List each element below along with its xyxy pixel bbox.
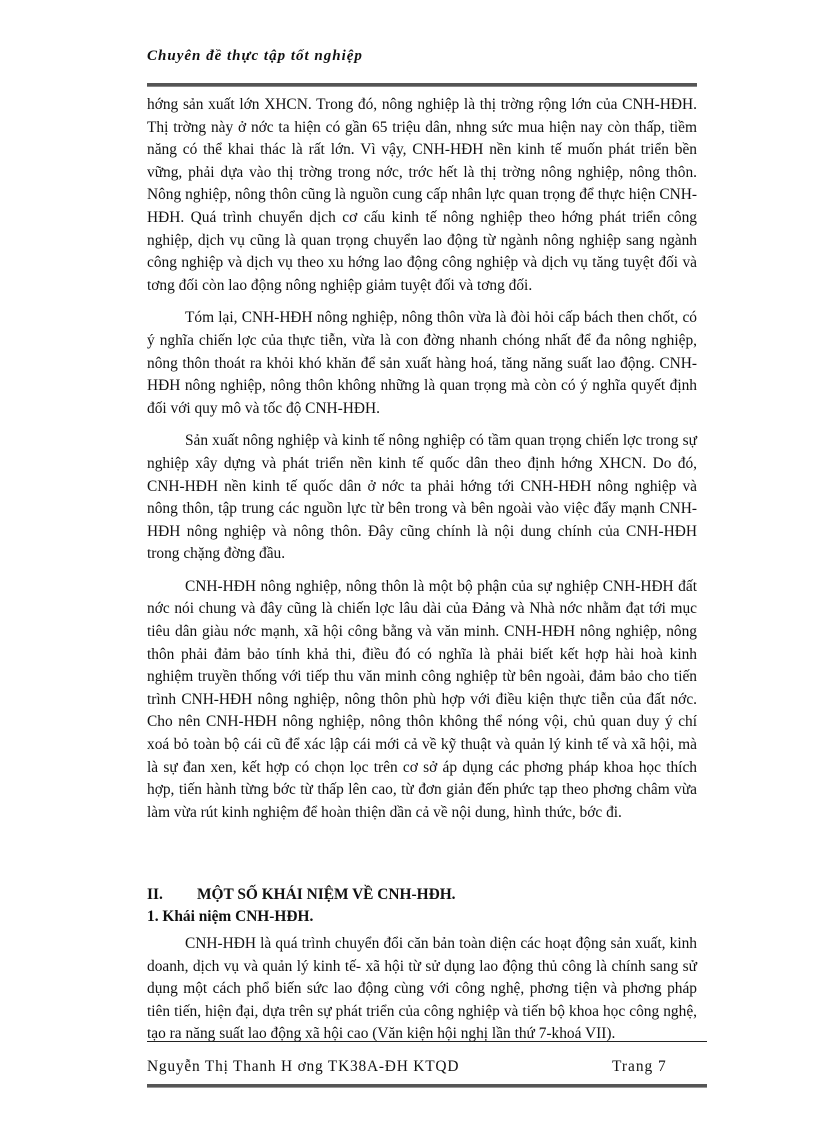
paragraph: Tóm lại, CNH-HĐH nông nghiệp, nông thôn vừa là đòi hỏi cấp bách then chốt, có ý nghĩa chiến lợc của thực tiễn, vừa là con đờng nhanh chóng nhất để đa nông nghiệp, nông thôn thoát ra khỏi khó khăn để sản xuất hàng hoá, tăng năng suất lao động. CNH-HĐH nông nghiệp, nông thôn không những là quan trọng mà còn có ý nghĩa quyết định đối với quy mô và tốc độ CNH-HĐH. [147, 309, 697, 417]
subsection-heading: 1. Khái niệm CNH-HĐH. [147, 908, 314, 925]
body-text [147, 94, 697, 824]
section-number: II. [147, 886, 163, 903]
section-heading [147, 884, 697, 906]
page-number: Trang 7 [612, 1058, 667, 1075]
header-divider [147, 83, 697, 87]
paragraph: Sản xuất nông nghiệp và kinh tế nông nghiệp có tầm quan trọng chiến lợc trong sự nghiệp xây dựng và phát triển nền kinh tế quốc dân theo định hớng XHCN. Do đó, CNH-HĐH nền kinh tế quốc dân ở nớc ta phải hớng tới CNH-HĐH nông nghiệp và nông thôn, tập trung các nguồn lực từ bên trong và bên ngoài vào việc đẩy mạnh CNH-HĐH nông nghiệp và nông thôn. Đây cũng chính là nội dung chính của CNH-HĐH trong chặng đờng đầu. [147, 432, 697, 563]
footer-author: Nguyễn Thị Thanh H ơng TK38A-ĐH KTQD [147, 1058, 460, 1075]
paragraph: hớng sản xuất lớn XHCN. Trong đó, nông nghiệp là thị trờng rộng lớn của CNH-HĐH. Thị trờng này ở nớc ta hiện có gần 65 triệu dân, nhng sức mua hiện nay còn thấp, tiềm năng có thể khai thác là rất lớn. Vì vậy, CNH-HĐH nền kinh tế muốn phát triển bền vững, phải dựa vào thị trờng trong nớc, trớc hết là thị trờng nông nghiệp, nông thôn. Nông nghiệp, nông thôn cũng là nguồn cung cấp nhân lực quan trọng để thực hiện CNH-HĐH. Quá trình chuyển dịch cơ cấu kinh tế nông nghiệp theo hớng phát triển công nghiệp, dịch vụ cũng là quan trọng chuyển lao động từ ngành nông nghiệp sang ngành công nghiệp và dịch vụ theo xu hớng lao động công nghiệp và dịch vụ tăng tuyệt đối và tơng đối còn lao động nông nghiệp giảm tuyệt đối và tơng đối. [147, 96, 697, 294]
footer-rule [147, 1084, 707, 1088]
definition-paragraph: CNH-HĐH là quá trình chuyển đổi căn bản toàn diện các hoạt động sản xuất, kinh doanh, dịch vụ và quản lý kinh tế- xã hội từ sử dụng lao động thủ công là chính sang sử dụng một cách phổ biến sức lao động cùng với công nghệ, phơng tiện và phơng pháp tiên tiến, hiện đại, dựa trên sự phát triển của công nghiệp và tiến bộ khoa học công nghệ, tạo ra năng suất lao động xã hội cao (Văn kiện hội nghị lần thứ 7-khoá VII). [147, 935, 697, 1043]
definition-block [147, 933, 697, 1046]
footer-divider [147, 1041, 707, 1042]
paragraph: CNH-HĐH nông nghiệp, nông thôn là một bộ phận của sự nghiệp CNH-HĐH đất nớc nói chung và đây cũng là chiến lợc lâu dài của Đảng và Nhà nớc nhằm đạt tới mục tiêu dân giàu nớc mạnh, xã hội công bằng và văn minh. CNH-HĐH nông nghiệp, nông thôn phải đảm bảo tính khả thi, điều đó có nghĩa là phải biết kết hợp hài hoà kinh nghiệm truyền thống với tiếp thu văn minh công nghiệp từ bên ngoài, đảm bảo cho tiến trình CNH-HĐH nông nghiệp, nông thôn phù hợp với điều kiện thực tiễn của đất nớc. Cho nên CNH-HĐH nông nghiệp, nông thôn không thể nóng vội, chủ quan duy ý chí xoá bỏ toàn bộ cái cũ để xác lập cái mới cả về kỹ thuật và quản lý kinh tế và xã hội, mà là sự đan xen, kết hợp có chọn lọc trên cơ sở áp dụng các phơng pháp khoa học thích hợp, tiến hành từng bớc từ thấp lên cao, từ đơn giản đến phức tạp theo phơng châm vừa làm vừa rút kinh nghiệm để hoàn thiện dần cả về nội dung, hình thức, bớc đi. [147, 577, 697, 821]
page-header-title: Chuyên đề thực tập tốt nghiệp [147, 48, 363, 64]
section-title: MỘT SỐ KHÁI NIỆM VỀ CNH-HĐH. [197, 886, 456, 903]
